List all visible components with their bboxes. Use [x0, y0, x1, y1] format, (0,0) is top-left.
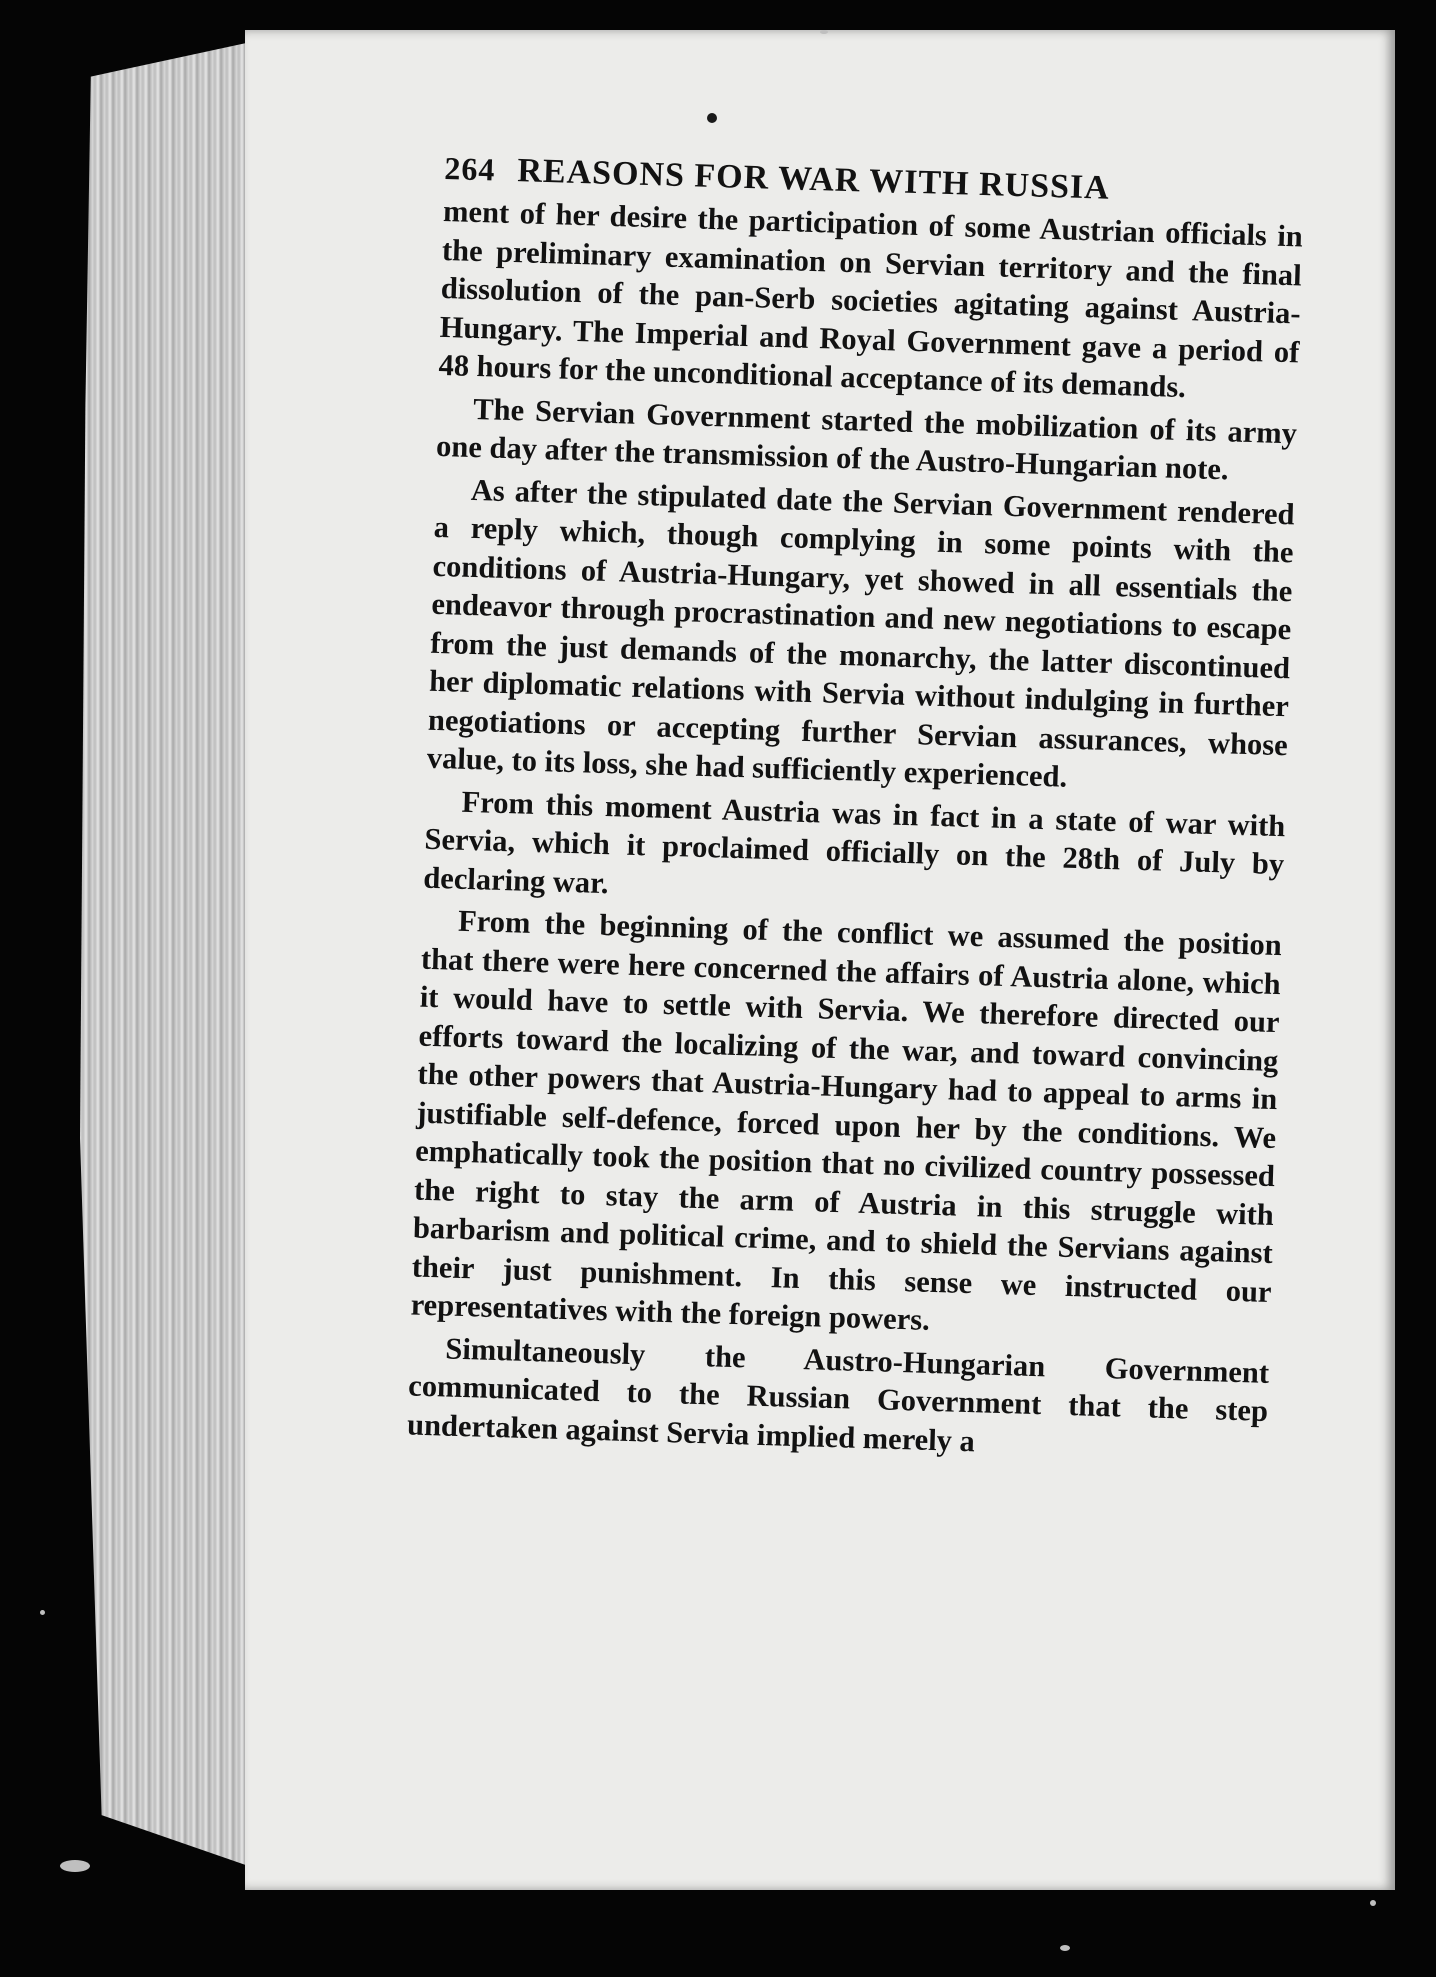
paragraph-2: The Servian Government started the mobilization of its army one day after the transmission of the Austro-Hungarian note. — [435, 391, 1298, 487]
page-text — [406, 150, 1304, 1473]
paragraph-6: Simultaneously the Austro-Hungarian Government communicated to the Russian Government that the step undertaken against Servia implied merely a — [406, 1331, 1270, 1458]
paragraph-1: ment of her desire the participation of some Austrian officials in the preliminary examination on Servian territory and the final dissolution of the pan-Serb societies agitating against Austria-Hungary. The Imperial and Royal Government gave a period of 48 hours for the unconditional acceptance of its demands. — [438, 193, 1304, 405]
book-page-edges — [80, 40, 260, 1870]
paragraph-5: From the beginning of the conflict we assumed the position that there were here concerned the affairs of Austria alone, which it would have to settle with Servia. We therefore directed our efforts toward the localizing of the war, and toward convincing the other powers that Austria-Hungary had to appeal to arms in justifiable self-defence, forced upon her by the conditions. We emphatically took the position that no civilized country possessed the right to stay the arm of Austria in this struggle with barbarism and political crime, and to shield the Servians against their just punishment. In this sense we instructed our representatives with the foreign powers. — [410, 903, 1283, 1337]
running-head-title: REASONS FOR WAR WITH RUSSIA — [516, 152, 1111, 207]
scan-speck — [820, 30, 828, 34]
scan-speck — [1370, 1900, 1376, 1906]
scan-speck — [40, 1610, 45, 1615]
paragraph-4: From this moment Austria was in fact in a state of war with Servia, which it proclaimed officially on the 28th of July by declaring war. — [422, 784, 1286, 900]
ink-dot — [707, 113, 717, 123]
scan-speck — [60, 1860, 90, 1872]
scan-speck — [1060, 1945, 1070, 1951]
page-number: 264 — [443, 150, 496, 188]
paragraph-3: As after the stipulated date the Servian Government rendered a reply which, though complying in some points with the conditions of Austria-Hungary, yet showed in all essentials the endeavor through procrastination and new negotiations to escape from the just demands of the monarchy, the latter discontinued her diplomatic relations with Servia without indulging in further negotiations or accepting further Servian assurances, whose value, to its loss, she had sufficiently experienced. — [426, 472, 1296, 794]
